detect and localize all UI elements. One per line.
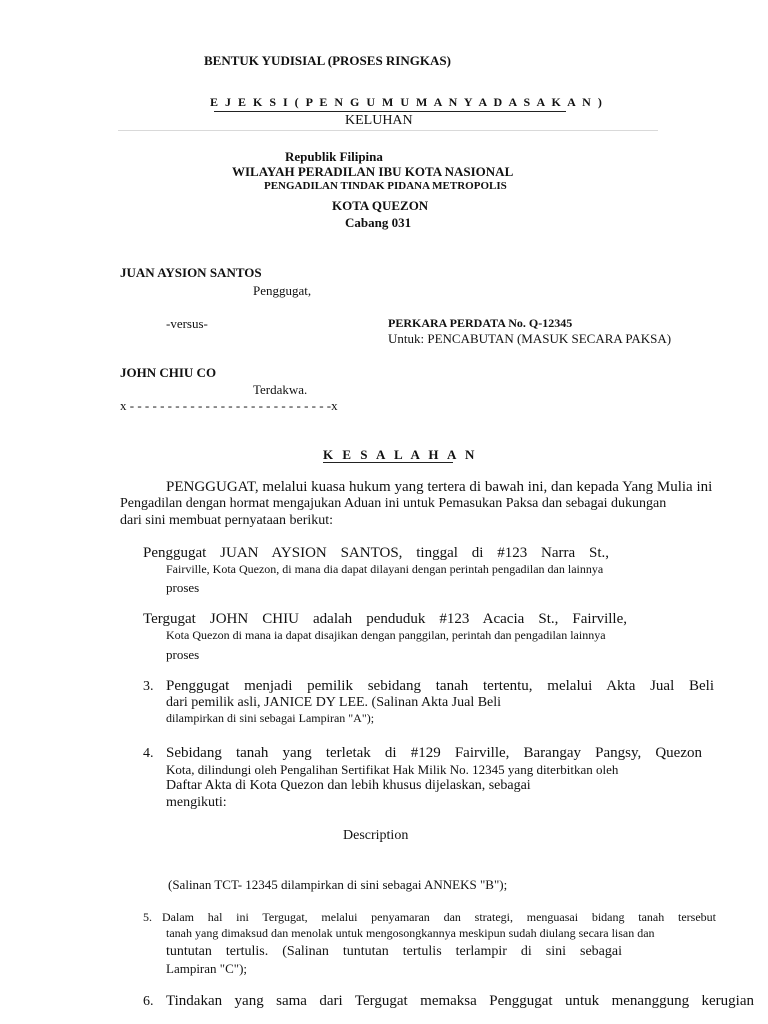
- ejection-underline: [214, 111, 566, 112]
- tct-copy-note: (Salinan TCT- 12345 dilampirkan di sini sebagai ANNEKS "B");: [168, 877, 508, 892]
- p6-number: 6.: [143, 994, 154, 1009]
- intro-line-2: Pengadilan dengan hormat mengajukan Aduan ini untuk Pemasukan Paksa dan sebagai dukungan: [120, 496, 667, 511]
- p4-number: 4.: [143, 746, 154, 761]
- defendant-role: Terdakwa.: [253, 382, 308, 397]
- description-label: Description: [343, 828, 409, 843]
- plaintiff-role: Penggugat,: [253, 283, 312, 298]
- p5-line-1: Dalam hal ini Tergugat, melalui penyamaran dan strategi, menguasai bidang tanah tersebut: [162, 910, 716, 924]
- p1-line-1: Penggugat JUAN AYSION SANTOS, tinggal di #123 Narra St.,: [143, 545, 609, 561]
- p4-line-3: Daftar Akta di Kota Quezon dan lebih khusus dijelaskan, sebagai: [166, 778, 531, 793]
- section-title: K E S A L A H A N: [323, 447, 478, 462]
- complaint-title: KELUHAN: [345, 113, 413, 128]
- p2-line-2: Kota Quezon di mana ia dapat disajikan dengan panggilan, perintah dan pengadilan lainnya: [166, 628, 606, 642]
- court-city: KOTA QUEZON: [332, 198, 429, 213]
- intro-line-3: dari sini membuat pernyataan berikut:: [120, 513, 334, 528]
- p5-number: 5.: [143, 910, 152, 924]
- court-region: WILAYAH PERADILAN IBU KOTA NASIONAL: [232, 164, 514, 179]
- p4-line-4: mengikuti:: [166, 795, 227, 810]
- case-number: PERKARA PERDATA No. Q-12345: [388, 316, 573, 330]
- p3-line-1: Penggugat menjadi pemilik sebidang tanah tertentu, melalui Akta Jual Beli: [166, 678, 714, 694]
- p4-line-2: Kota, dilindungi oleh Pengalihan Sertifikat Hak Milik No. 12345 yang diterbitkan oleh: [166, 762, 619, 777]
- section-title-underline: [323, 462, 453, 463]
- defendant-name: JOHN CHIU CO: [120, 365, 217, 380]
- court-republic: Republik Filipina: [285, 149, 383, 164]
- case-purpose: Untuk: PENCABUTAN (MASUK SECARA PAKSA): [388, 331, 672, 346]
- versus-label: -versus-: [166, 316, 208, 331]
- intro-line-1: PENGGUGAT, melalui kuasa hukum yang tertera di bawah ini, dan kepada Yang Mulia ini: [166, 479, 713, 495]
- header-divider: [118, 130, 658, 131]
- p2-line-3: proses: [166, 647, 200, 662]
- ejection-title: E J E K S I ( P E N G U M U M A N Y A D A S A K A N ): [210, 95, 604, 109]
- plaintiff-name: JUAN AYSION SANTOS: [120, 265, 262, 280]
- p6-line-1: Tindakan yang sama dari Tergugat memaksa Penggugat untuk menanggung kerugian: [166, 993, 754, 1009]
- court-name: PENGADILAN TINDAK PIDANA METROPOLIS: [264, 180, 507, 192]
- p3-line-3: dilampirkan di sini sebagai Lampiran "A");: [166, 711, 375, 725]
- court-branch: Cabang 031: [345, 215, 412, 230]
- p3-number: 3.: [143, 679, 154, 694]
- form-title: BENTUK YUDISIAL (PROSES RINGKAS): [204, 53, 451, 68]
- p3-line-2: dari pemilik asli, JANICE DY LEE. (Salinan Akta Jual Beli: [166, 695, 502, 710]
- p4-line-1: Sebidang tanah yang terletak di #129 Fairville, Barangay Pangsy, Quezon: [166, 745, 702, 761]
- p5-line-3: tuntutan tertulis. (Salinan tuntutan tertulis terlampir di sini sebagai: [166, 944, 622, 959]
- p1-line-3: proses: [166, 580, 200, 595]
- caption-divider: x - - - - - - - - - - - - - - - - - - - - - - - - - - -x: [120, 398, 338, 413]
- p5-line-2: tanah yang dimaksud dan menolak untuk mengosongkannya meskipun sudah diulang secara lisan dan: [166, 926, 655, 940]
- p1-line-2: Fairville, Kota Quezon, di mana dia dapat dilayani dengan perintah pengadilan dan lainnya: [166, 562, 604, 576]
- p2-line-1: Tergugat JOHN CHIU adalah penduduk #123 Acacia St., Fairville,: [143, 611, 627, 627]
- p5-line-4: Lampiran "C");: [166, 961, 248, 976]
